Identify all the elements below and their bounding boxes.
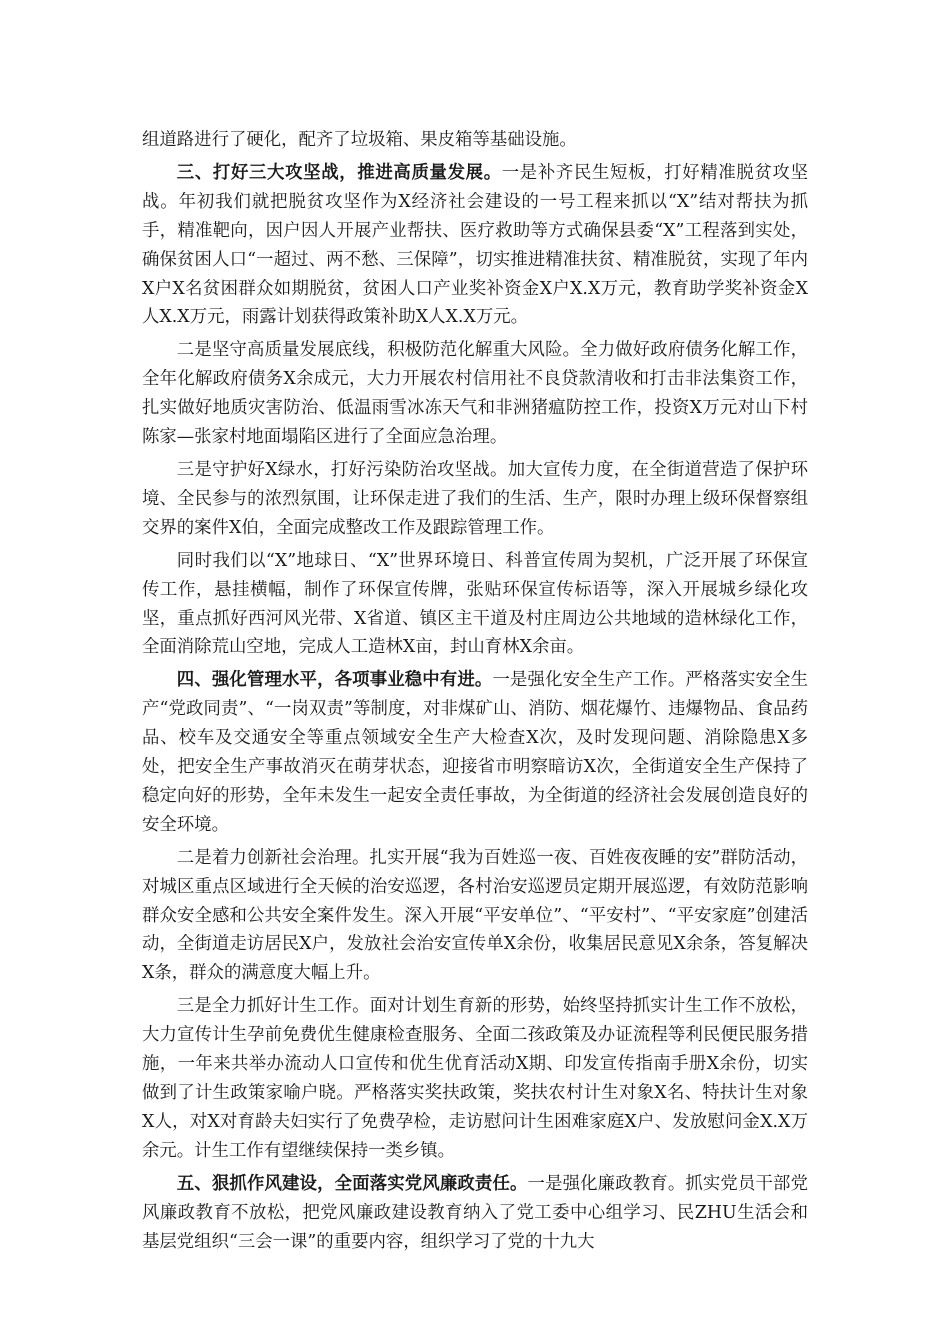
paragraph-3-text: 二是坚守高质量发展底线，积极防范化解重大风险。全力做好政府债务化解工作，全年化解政府债务X余成元，大力开展农村信用社不良贷款清收和打击非法集资工作，扎实做好地质灾害防治、低温雨雪冰冻天气和非洲猪瘟防控工作，投资X万元对山下村陈家—张家村地面塌陷区进行了全面应急治理。 <box>142 340 808 448</box>
paragraph-5 <box>142 547 808 663</box>
document-page <box>142 126 808 1260</box>
section-3-heading: 三、打好三大攻坚战，推进高质量发展。 <box>176 162 502 183</box>
section-5-heading: 五、狠抓作风建设，全面落实党风廉政责任。 <box>176 1173 528 1194</box>
paragraph-9-text: 一是强化廉政教育。抓实党员干部党风廉政教育不放松，把党风廉政建设教育纳入了党工委中心组学习、民ZHU生活会和基层党组织“三会一课”的重要内容，组织学习了党的十九大 <box>142 1173 808 1252</box>
paragraph-3 <box>142 336 808 452</box>
paragraph-2 <box>142 159 808 332</box>
paragraph-5-text: 同时我们以“X”地球日、“X”世界环境日、科普宣传周为契机，广泛开展了环保宣传工作，悬挂横幅，制作了环保宣传牌，张贴环保宣传标语等，深入开展城乡绿化攻坚，重点抓好西河风光带、X省道、镇区主干道及村庄周边公共地域的造林绿化工作，全面消除荒山空地，完成人工造林X亩，封山育林X余亩。 <box>142 550 808 658</box>
paragraph-9 <box>142 1170 808 1257</box>
paragraph-1-text: 组道路进行了硬化，配齐了垃圾箱、果皮箱等基础设施。 <box>142 130 577 150</box>
paragraph-6-text: 一是强化安全生产工作。严格落实安全生产“党政同责”、“一岗双责”等制度，对非煤矿山、消防、烟花爆竹、违爆物品、食品药品、校车及交通安全等重点领域安全生产大检查X次，及时发现问题、消除隐患X多处，把安全生产事故消灭在萌芽状态，迎接省市明察暗访X次，全街道安全生产保持了稳定向好的形势，全年未发生一起安全责任事故，为全街道的经济社会发展创造良好的安全环境。 <box>142 670 808 835</box>
section-4-heading: 四、强化管理水平，各项事业稳中有进。 <box>176 670 493 691</box>
paragraph-8 <box>142 992 808 1165</box>
paragraph-7 <box>142 844 808 989</box>
paragraph-2-text: 一是补齐民生短板，打好精准脱贫攻坚战。年初我们就把脱贫攻坚作为X经济社会建设的一号工程来抓以“X”结对帮扶为抓手，精准靶向，因户因人开展产业帮扶、医疗救助等方式确保县委“X”工程落到实处，确保贫困人口“一超过、两不愁、三保障”，切实推进精准扶贫、精准脱贫，实现了年内X户X名贫困群众如期脱贫，贫困人口产业奖补资金X户X.X万元，教育助学奖补资金X人X.X万元，雨露计划获得政策补助X人X.X万元。 <box>142 162 808 328</box>
paragraph-7-text: 二是着力创新社会治理。扎实开展“我为百姓巡一夜、百姓夜夜睡的安”群防活动，对城区重点区域进行全天候的治安巡逻，各村治安巡逻员定期开展巡逻，有效防范影响群众安全感和公共安全案件发生。深入开展“平安单位”、“平安村”、“平安家庭”创建活动，全街道走访居民X户，发放社会治安宣传单X余份，收集居民意见X余条，答复解决X条，群众的满意度大幅上升。 <box>142 847 808 984</box>
paragraph-8-text: 三是全力抓好计生工作。面对计划生育新的形势，始终坚持抓实计生工作不放松，大力宣传计生孕前免费优生健康检查服务、全面二孩政策及办证流程等利民便民服务措施，一年来共举办流动人口宣传和优生优育活动X期、印发宣传指南手册X余份，切实做到了计生政策家喻户晓。严格落实奖扶政策，奖扶农村计生对象X名、特扶计生对象X人，对X对育龄夫妇实行了免费孕检，走访慰问计生困难家庭X户、发放慰问金X.X万余元。计生工作有望继续保持一类乡镇。 <box>142 996 808 1161</box>
paragraph-1 <box>142 126 808 155</box>
paragraph-4-text: 三是守护好X绿水，打好污染防治攻坚战。加大宣传力度，在全街道营造了保护环境、全民参与的浓烈氛围，让环保走进了我们的生活、生产，限时办理上级环保督察组交界的案件X伯，全面完成整改工作及跟踪管理工作。 <box>142 459 808 538</box>
paragraph-6 <box>142 666 808 839</box>
paragraph-4 <box>142 456 808 543</box>
